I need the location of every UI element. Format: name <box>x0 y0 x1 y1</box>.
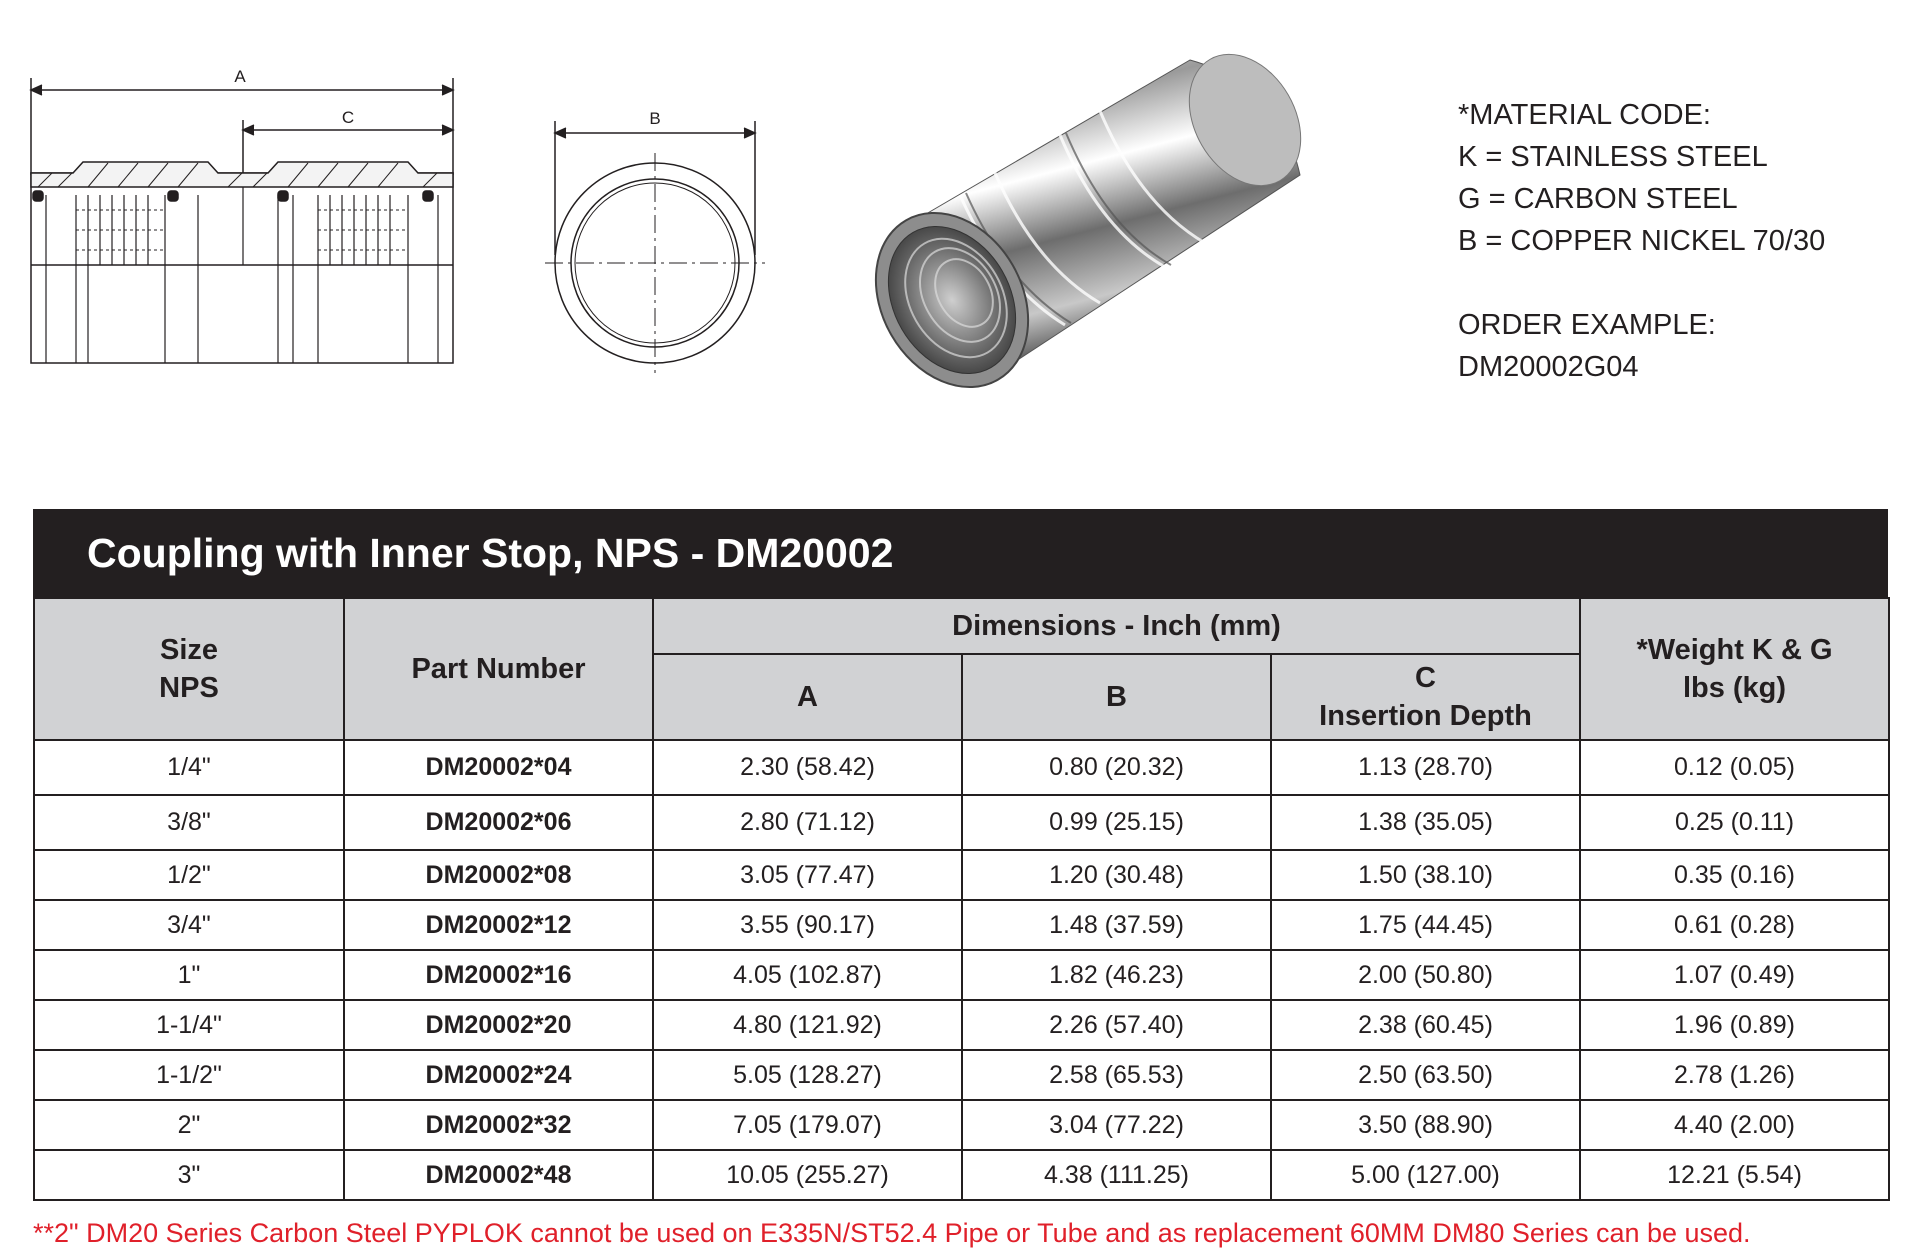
coupling-front-view-drawing <box>535 105 775 375</box>
order-example-heading: ORDER EXAMPLE: <box>1458 309 1716 341</box>
cell-dim-a: 2.80 (71.12) <box>653 795 962 850</box>
order-example-value: DM20002G04 <box>1458 351 1639 383</box>
header-dim-c: C Insertion Depth <box>1271 654 1580 740</box>
cell-weight: 1.96 (0.89) <box>1580 1000 1889 1050</box>
material-code-g: G = CARBON STEEL <box>1458 183 1738 215</box>
cell-size: 3" <box>34 1150 344 1200</box>
cell-dim-a: 10.05 (255.27) <box>653 1150 962 1200</box>
header-dimensions: Dimensions - Inch (mm) <box>653 598 1580 654</box>
cell-dim-b: 0.99 (25.15) <box>962 795 1271 850</box>
cell-dim-a: 2.30 (58.42) <box>653 740 962 795</box>
cell-size: 1-1/2" <box>34 1050 344 1100</box>
material-code-b: B = COPPER NICKEL 70/30 <box>1458 225 1826 257</box>
header-part-number: Part Number <box>344 598 653 740</box>
cell-dim-a: 4.80 (121.92) <box>653 1000 962 1050</box>
cell-size: 1-1/4" <box>34 1000 344 1050</box>
cell-dim-a: 3.05 (77.47) <box>653 850 962 900</box>
dim-b-label: B <box>649 109 661 128</box>
material-code-heading: *MATERIAL CODE: <box>1458 99 1711 131</box>
cell-part-number: DM20002*20 <box>344 1000 653 1050</box>
cell-weight: 0.25 (0.11) <box>1580 795 1889 850</box>
table-row <box>34 950 1889 1000</box>
cell-part-number: DM20002*32 <box>344 1100 653 1150</box>
cell-weight: 0.35 (0.16) <box>1580 850 1889 900</box>
dim-c-label: C <box>341 108 355 127</box>
material-code-k: K = STAINLESS STEEL <box>1458 141 1768 173</box>
coupling-side-section-drawing <box>28 60 458 370</box>
cell-part-number: DM20002*06 <box>344 795 653 850</box>
cell-weight: 12.21 (5.54) <box>1580 1150 1889 1200</box>
header-size: Size NPS <box>34 598 344 740</box>
cell-weight: 2.78 (1.26) <box>1580 1050 1889 1100</box>
cell-dim-b: 3.04 (77.22) <box>962 1100 1271 1150</box>
cell-weight: 0.12 (0.05) <box>1580 740 1889 795</box>
table-row <box>34 850 1889 900</box>
header-dim-b: B <box>962 654 1271 740</box>
cell-size: 1/2" <box>34 850 344 900</box>
specification-table <box>33 509 1888 1201</box>
cell-weight: 0.61 (0.28) <box>1580 900 1889 950</box>
cell-part-number: DM20002*24 <box>344 1050 653 1100</box>
table-row <box>34 1150 1889 1200</box>
material-code-block <box>1458 94 1825 388</box>
header-dim-a: A <box>653 654 962 740</box>
cell-dim-b: 1.82 (46.23) <box>962 950 1271 1000</box>
cell-dim-b: 2.58 (65.53) <box>962 1050 1271 1100</box>
cell-dim-c: 1.13 (28.70) <box>1271 740 1580 795</box>
table-row <box>34 1050 1889 1100</box>
cell-part-number: DM20002*12 <box>344 900 653 950</box>
cell-dim-a: 5.05 (128.27) <box>653 1050 962 1100</box>
cell-dim-b: 1.48 (37.59) <box>962 900 1271 950</box>
cell-weight: 1.07 (0.49) <box>1580 950 1889 1000</box>
cell-dim-c: 2.38 (60.45) <box>1271 1000 1580 1050</box>
dimensions-table <box>33 597 1890 1201</box>
table-row <box>34 740 1889 795</box>
footnote: **2" DM20 Series Carbon Steel PYPLOK cannot be used on E335N/ST52.4 Pipe or Tube and as replacement 60MM DM80 Series can be used. <box>33 1218 1751 1248</box>
table-row <box>34 1100 1889 1150</box>
cell-size: 1/4" <box>34 740 344 795</box>
cell-dim-c: 2.50 (63.50) <box>1271 1050 1580 1100</box>
cell-size: 2" <box>34 1100 344 1150</box>
cell-dim-c: 5.00 (127.00) <box>1271 1150 1580 1200</box>
table-row <box>34 795 1889 850</box>
cell-dim-c: 1.50 (38.10) <box>1271 850 1580 900</box>
cell-dim-b: 0.80 (20.32) <box>962 740 1271 795</box>
cell-dim-c: 2.00 (50.80) <box>1271 950 1580 1000</box>
cell-size: 3/4" <box>34 900 344 950</box>
cell-part-number: DM20002*08 <box>344 850 653 900</box>
cell-dim-c: 1.75 (44.45) <box>1271 900 1580 950</box>
cell-dim-a: 7.05 (179.07) <box>653 1100 962 1150</box>
cell-part-number: DM20002*16 <box>344 950 653 1000</box>
cell-part-number: DM20002*04 <box>344 740 653 795</box>
cell-dim-b: 1.20 (30.48) <box>962 850 1271 900</box>
header-weight: *Weight K & G lbs (kg) <box>1580 598 1889 740</box>
cell-dim-c: 3.50 (88.90) <box>1271 1100 1580 1150</box>
cell-size: 3/8" <box>34 795 344 850</box>
cell-weight: 4.40 (2.00) <box>1580 1100 1889 1150</box>
cell-part-number: DM20002*48 <box>344 1150 653 1200</box>
cell-dim-c: 1.38 (35.05) <box>1271 795 1580 850</box>
cell-dim-a: 4.05 (102.87) <box>653 950 962 1000</box>
cell-dim-a: 3.55 (90.17) <box>653 900 962 950</box>
table-row <box>34 900 1889 950</box>
coupling-product-image <box>860 45 1320 415</box>
cell-size: 1" <box>34 950 344 1000</box>
table-title: Coupling with Inner Stop, NPS - DM20002 <box>33 509 1888 597</box>
cell-dim-b: 4.38 (111.25) <box>962 1150 1271 1200</box>
dim-a-label: A <box>234 67 246 86</box>
table-row <box>34 1000 1889 1050</box>
cell-dim-b: 2.26 (57.40) <box>962 1000 1271 1050</box>
